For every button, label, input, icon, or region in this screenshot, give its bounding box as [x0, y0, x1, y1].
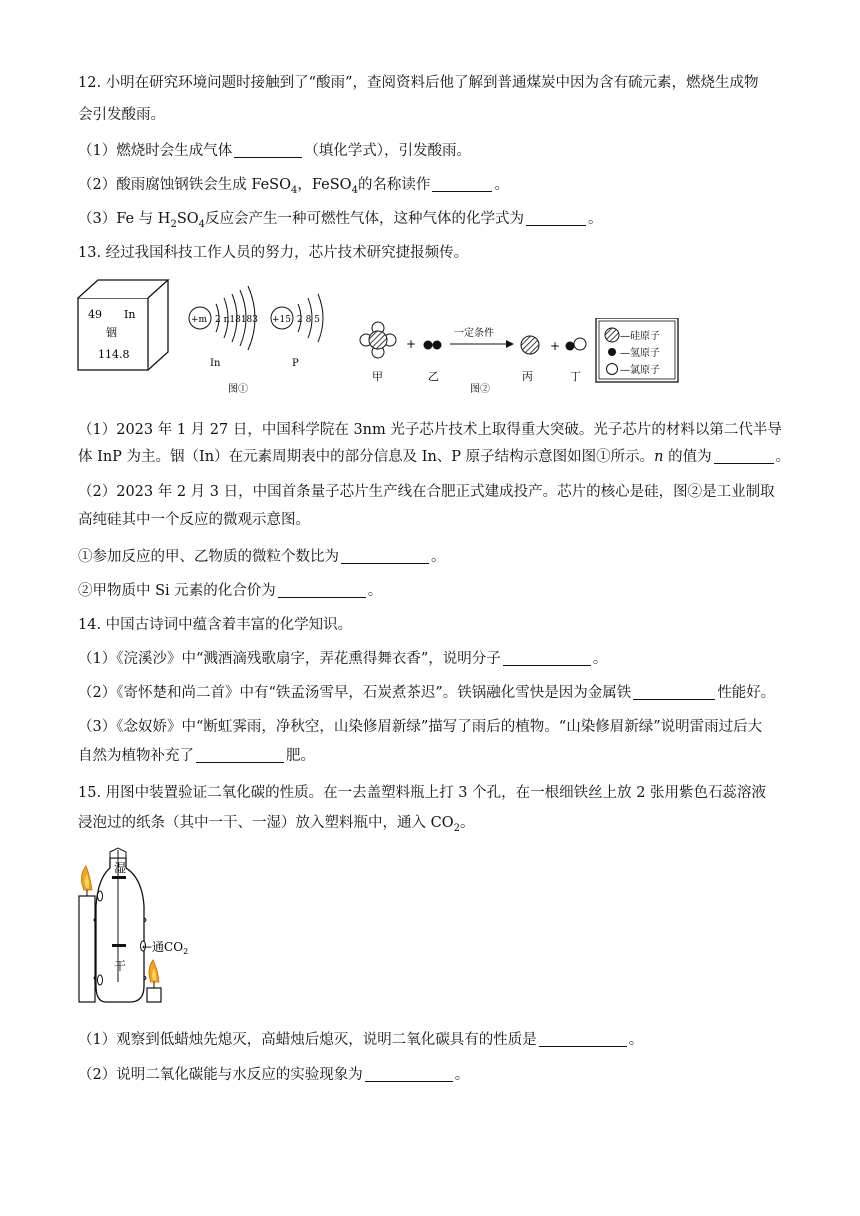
- label-bing: 丙: [522, 370, 533, 383]
- q14-part2-text: （2）《寄怀楚和尚二首》中有“铁孟汤雪早，石炭煮茶迟”。铁锅融化雪快是因为金属铁: [78, 685, 632, 701]
- q15-part1: [78, 1030, 643, 1050]
- q15-stem-line2: [78, 813, 474, 839]
- q14-part3-tail: 肥。: [286, 748, 315, 764]
- answer-blank[interactable]: [432, 177, 492, 192]
- in-label: In: [210, 358, 221, 369]
- answer-blank[interactable]: [503, 651, 591, 666]
- q13-part1-text: 体 InP 为主。铟（In）在元素周期表中的部分信息及 In、P 原子结构示意图如图①所示。: [78, 449, 655, 465]
- dry-paper-label: 干: [114, 959, 127, 973]
- q13-stem: 13. 经过我国科技工作人员的努力，芯片技术研究捷报频传。: [78, 245, 469, 261]
- molecule-bing: [521, 336, 539, 354]
- q13-sub1-text: ①参加反应的甲、乙物质的微粒个数比为: [78, 549, 339, 565]
- legend-box: [596, 318, 678, 382]
- atomic-mass: 114.8: [98, 348, 130, 361]
- figure-2-caption: 图②: [470, 384, 490, 395]
- subscript: 2: [453, 822, 460, 834]
- q12-part1: [78, 141, 471, 161]
- plus-sign: +: [406, 337, 417, 351]
- answer-blank[interactable]: [365, 1067, 453, 1082]
- legend-cl: —氯原子: [620, 365, 660, 376]
- q12-part3-text: （3）Fe 与 H: [78, 211, 171, 227]
- atomic-number: 49: [88, 308, 102, 321]
- wet-paper-label: 湿: [114, 861, 127, 875]
- molecule-ding: [566, 338, 587, 351]
- q12-part2-text: （2）酸雨腐蚀钢铁会生成 FeSO: [78, 177, 292, 193]
- q12-part3-tail: 。: [588, 211, 603, 227]
- plus-sign: +: [550, 339, 561, 353]
- label-ding: 丁: [570, 370, 581, 383]
- q15-stem-line1: 15. 用图中装置验证二氧化碳的性质。在一去盖塑料瓶上打 3 个孔，在一根细铁丝上放 2 张用紫色石蕊溶液: [78, 785, 767, 801]
- short-candle: [147, 960, 161, 1002]
- q15-part2-text: （2）说明二氧化碳能与水反应的实验现象为: [78, 1067, 363, 1083]
- q13-part2-line1: （2）2023 年 2 月 3 日，中国首条量子芯片生产线在合肥正式建成投产。芯片的核心是硅，图②是工业制取: [78, 484, 775, 500]
- q13-part2-line2: 高纯硅其中一个反应的微观示意图。: [78, 512, 310, 528]
- answer-blank[interactable]: [539, 1032, 627, 1047]
- figure-co2-bottle-experiment: [74, 846, 234, 1006]
- answer-blank[interactable]: [278, 583, 366, 598]
- q12-part2-text2: ，FeSO: [297, 177, 352, 193]
- figure-1-element-and-atoms: [76, 278, 346, 396]
- figure-1-caption: 图①: [228, 384, 248, 395]
- q14-part1: [78, 649, 607, 669]
- q14-part2: [78, 683, 775, 703]
- q13-sub1: [78, 547, 446, 567]
- q14-stem: 14. 中国古诗词中蕴含着丰富的化学知识。: [78, 617, 353, 633]
- variable-n: n: [654, 449, 664, 465]
- q12-part3-text3: 反应会产生一种可燃性气体，这种气体的化学式为: [205, 211, 525, 227]
- in-shell-electrons: 2 n18183: [215, 315, 259, 325]
- tall-candle: [79, 866, 95, 1002]
- q15-stem-text: 浸泡过的纸条（其中一干、一湿）放入塑料瓶中，通入 CO: [78, 815, 454, 831]
- legend-h: —氢原子: [620, 348, 660, 359]
- label-yi: 乙: [428, 370, 439, 383]
- answer-blank[interactable]: [714, 449, 774, 464]
- q14-part3-line1: （3）《念奴娇》中“断虹霁雨，净秋空，山染修眉新绿”描写了雨后的植物。“山染修眉新绿”说明雷雨过后大: [78, 719, 763, 735]
- q15-part1-text: （1）观察到低蜡烛先熄灭，高蜡烛后熄灭，说明二氧化碳具有的性质是: [78, 1032, 537, 1048]
- q15-stem-tail: 。: [459, 815, 475, 831]
- figure-2-reaction-diagram: [350, 318, 710, 398]
- answer-blank[interactable]: [196, 748, 284, 763]
- p-atom-diagram: [271, 294, 323, 369]
- q12-part2: [78, 175, 509, 201]
- p-shell-electrons: 2 8 5: [297, 315, 320, 325]
- legend-si: —硅原子: [620, 331, 660, 342]
- reaction-condition: 一定条件: [454, 328, 494, 339]
- molecule-jia: [360, 322, 396, 358]
- element-cube: [78, 280, 168, 370]
- answer-blank[interactable]: [234, 143, 302, 158]
- q15-part2: [78, 1065, 469, 1085]
- q12-part2-tail: 。: [494, 177, 509, 193]
- subscript: 4: [351, 184, 358, 196]
- q12-part1-text: （1）燃烧时会生成气体: [78, 143, 233, 159]
- q14-part1-text: （1）《浣溪沙》中“溅酒滴残歌扇字，弄花熏得舞衣香”，说明分子: [78, 651, 501, 667]
- q12-part3-text2: SO: [176, 211, 199, 227]
- q12-stem-line2: 会引发酸雨。: [78, 107, 165, 123]
- q12-part1-tail: （填化学式），引发酸雨。: [304, 143, 471, 159]
- q13-sub2-text: ②甲物质中 Si 元素的化合价为: [78, 583, 276, 599]
- q14-part3-text: 自然为植物补充了: [78, 748, 194, 764]
- subscript: 4: [291, 184, 298, 196]
- label-jia: 甲: [372, 370, 383, 383]
- element-symbol: In: [124, 308, 136, 321]
- q12-part3: [78, 209, 603, 235]
- plastic-bottle: [94, 848, 146, 1002]
- answer-blank[interactable]: [341, 549, 429, 564]
- q15-part2-tail: 。: [454, 1067, 470, 1083]
- q13-sub2-tail: 。: [367, 583, 383, 599]
- q12-stem-line1: 12. 小明在研究环境问题时接触到了“酸雨”，查阅资料后他了解到普通煤炭中因为含有硫元素，燃烧生成物: [78, 75, 759, 91]
- q15-part1-tail: 。: [628, 1032, 644, 1048]
- answer-blank[interactable]: [633, 685, 715, 700]
- subscript: 4: [198, 218, 206, 230]
- q14-part1-tail: 。: [592, 651, 608, 667]
- element-name: 铟: [106, 326, 117, 339]
- in-atom-diagram: [189, 286, 258, 369]
- q12-part2-text3: 的名称读作: [357, 177, 431, 193]
- q13-part1-line1: （1）2023 年 1 月 27 日，中国科学院在 3nm 光子芯片技术上取得重大突破。光子芯片的材料以第二代半导: [78, 422, 782, 438]
- p-label: P: [292, 358, 299, 369]
- co2-inlet-label: ←通$CO_2$: [142, 940, 189, 956]
- q13-part1-line2: [78, 447, 790, 467]
- q13-part1-text2: 的值为: [663, 449, 712, 465]
- subscript: 2: [170, 218, 177, 230]
- q13-sub1-tail: 。: [431, 549, 446, 565]
- answer-blank[interactable]: [526, 211, 586, 226]
- q13-part1-tail: 。: [775, 449, 791, 465]
- p-nucleus: +15: [272, 315, 291, 325]
- q13-sub2: [78, 581, 382, 601]
- q14-part3-line2: [78, 746, 315, 766]
- molecule-yi: [424, 341, 442, 350]
- in-nucleus: +m: [191, 315, 208, 325]
- q14-part2-tail: 性能好。: [717, 685, 776, 701]
